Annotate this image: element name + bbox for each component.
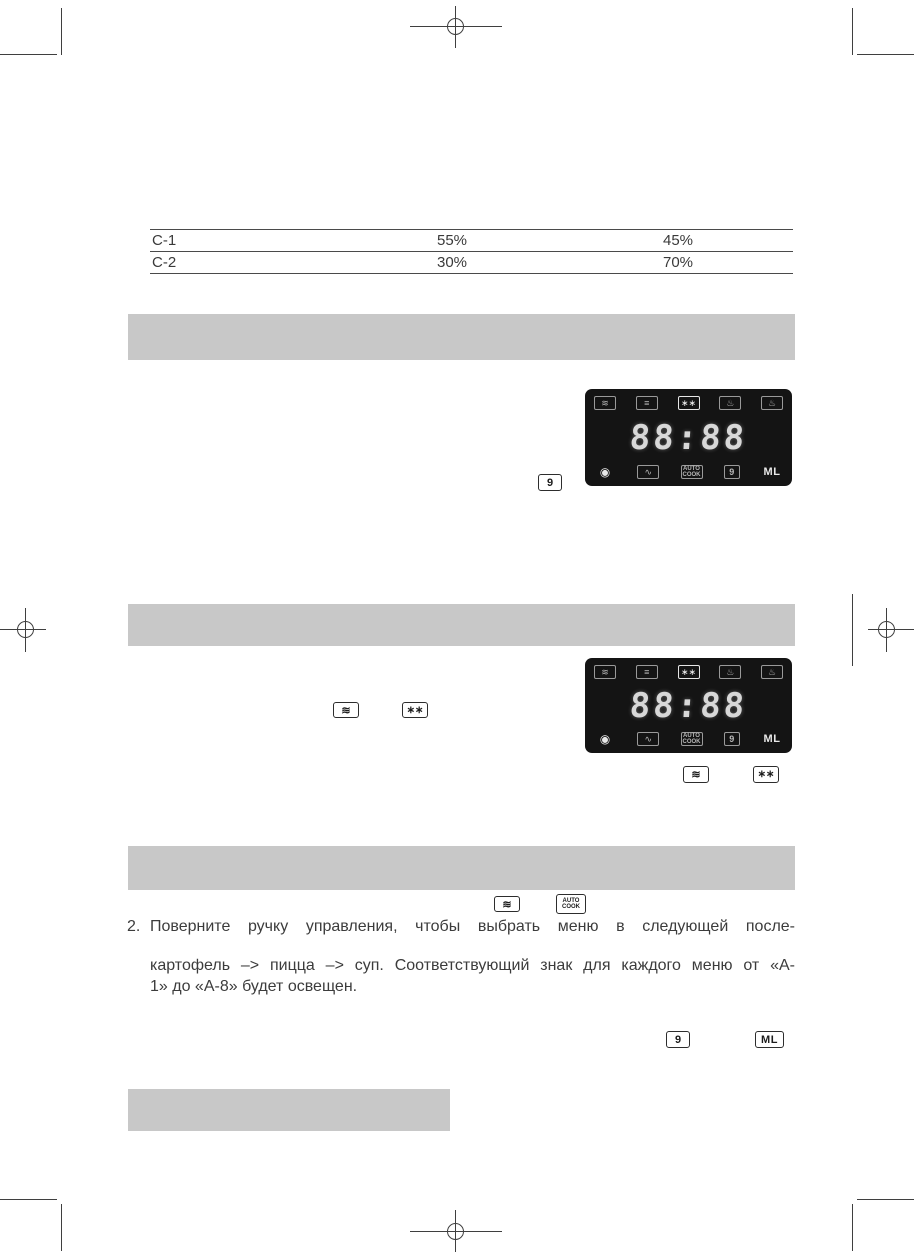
grill-icon: ≡	[636, 665, 658, 679]
microwave-waves-icon: ≋	[594, 665, 616, 679]
section-header-bar-2	[128, 604, 795, 646]
grill-combi-icon: ≋	[333, 702, 359, 718]
auto-cook-icon	[681, 465, 703, 479]
crop-mark-top-left-horizontal	[0, 54, 57, 55]
auto-cook-label-bottom: COOK	[682, 739, 701, 745]
table-cell: 55%	[437, 232, 468, 249]
crop-mark-bottom-left-vertical	[61, 1204, 62, 1251]
auto-cook-label-top: AUTO	[683, 465, 700, 472]
crop-mark-bottom-right-vertical	[852, 1204, 853, 1251]
crop-mark-top-right-vertical	[852, 8, 853, 55]
crop-mark-top-right-horizontal	[857, 54, 914, 55]
step-number: 2.	[127, 918, 141, 935]
registration-left-circle	[17, 621, 34, 638]
auto-cook-label-top: AUTO	[683, 732, 700, 739]
table-line-top	[150, 229, 793, 230]
ml-icon: ML	[763, 733, 781, 745]
microwave-display-panel-1	[585, 389, 792, 486]
table-line-middle	[150, 251, 793, 252]
steam-icon: ♨	[761, 396, 783, 410]
registration-top-circle	[447, 18, 464, 35]
auto-cook-label-bottom: COOK	[562, 904, 580, 910]
display-top-icon-row	[594, 396, 783, 410]
steam-icon: ♨	[761, 665, 783, 679]
registration-bottom-circle	[447, 1223, 464, 1240]
registration-right-circle	[878, 621, 895, 638]
table-cell: C-2	[152, 254, 177, 271]
number-9-key-icon: 9	[666, 1031, 690, 1048]
convection-stars-icon: ∗∗	[753, 766, 779, 783]
weight-9-icon: 9	[724, 465, 740, 479]
weight-9-icon: 9	[724, 732, 740, 746]
grill-combi-icon: ≋	[683, 766, 709, 783]
defrost-icon: ∿	[637, 465, 659, 479]
convection-stars-icon: ∗∗	[678, 665, 700, 679]
table-cell: 45%	[663, 232, 694, 249]
paragraph-line-1: Поверните ручку управления, чтобы выбрать меню в следующей после-	[150, 918, 795, 935]
defrost-icon: ∿	[637, 732, 659, 746]
grill-combi-icon: ≋	[494, 896, 520, 912]
power-icon: ◉	[599, 732, 611, 746]
convection-stars-icon: ∗∗	[402, 702, 428, 718]
microwave-display-panel-2	[585, 658, 792, 753]
registration-right-tick	[852, 594, 853, 666]
power-icon: ◉	[599, 465, 611, 479]
table-cell: C-1	[152, 232, 177, 249]
crop-mark-bottom-right-horizontal	[857, 1199, 914, 1200]
grill-icon: ≡	[636, 396, 658, 410]
table-cell: 70%	[663, 254, 694, 271]
steam-icon: ♨	[719, 665, 741, 679]
display-bottom-icon-row	[594, 732, 783, 746]
display-top-icon-row	[594, 665, 783, 679]
number-9-key-icon: 9	[538, 474, 562, 491]
auto-cook-key-icon	[556, 894, 586, 914]
convection-stars-icon: ∗∗	[678, 396, 700, 410]
paragraph-line-2: картофель –> пицца –> суп. Соответствующий знак для каждого меню от «А-	[150, 957, 795, 974]
section-header-bar-1	[128, 314, 795, 360]
auto-cook-icon	[681, 732, 703, 746]
crop-mark-bottom-left-horizontal	[0, 1199, 57, 1200]
display-digits: 88:88	[628, 685, 749, 726]
paragraph-line-3: 1» до «А-8» будет освещен.	[150, 978, 358, 995]
table-line-bottom	[150, 273, 793, 274]
ml-icon: ML	[763, 466, 781, 478]
steam-icon: ♨	[719, 396, 741, 410]
ml-key-icon: ML	[755, 1031, 784, 1048]
crop-mark-top-left-vertical	[61, 8, 62, 55]
auto-cook-label-top: AUTO	[562, 897, 580, 904]
table-cell: 30%	[437, 254, 468, 271]
section-header-bar-3	[128, 846, 795, 890]
auto-cook-label-bottom: COOK	[682, 472, 701, 478]
display-bottom-icon-row	[594, 465, 783, 479]
microwave-waves-icon: ≋	[594, 396, 616, 410]
section-header-bar-4	[128, 1089, 450, 1131]
display-digits: 88:88	[628, 417, 749, 458]
